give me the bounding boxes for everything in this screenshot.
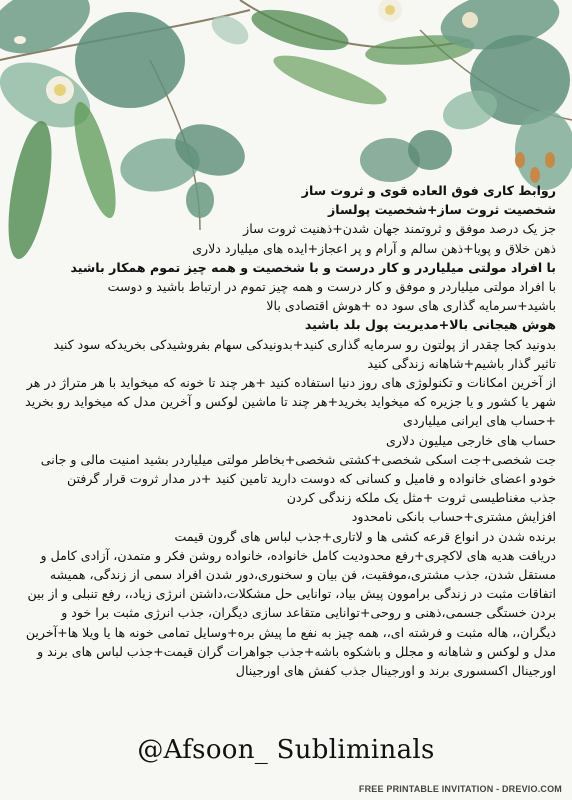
line-11: از آخرین امکانات و تکنولوژی های روز دنیا استفاده کنید +هر چند تا خونه که میخواید با هر متراژ در هر شهر یا کشور و یا جزیره که میخواید بخرید+هر چند تا ماشین لوکس و آخرین مدل که میخواید رو بخرید +حساب های ایرانی میلیاردی bbox=[25, 375, 556, 429]
line-12: حساب های خارجی میلیون دلاری bbox=[385, 432, 556, 448]
line-6: با افراد مولتی میلیاردر و موفق و کار درست و همه چیز تموم در ارتباط باشید و دوست bbox=[107, 279, 556, 295]
line-17: دریافت هدیه های لاکچری+رفع محدودیت کامل خانواده، خانواده روشن فکر و متمدن، آزادی کامل و مستقل شدن، جذب مشتری،موفقیت، فن بیان و سخنوری،دور شدن افراد سمی از زندگی، همیشه اتفاقات مثبت در زندگی براموون پیش بیاد، توانایی حل مشکلات،داشتن انرژی زیاد،، رفع تنبلی و از بین بردن خستگی جسمی،ذهنی و روحی+توانایی متقاعد سازی دیگران، جذب انرژی مثبت برا خود و دیگران،، هاله مثبت و فرشته ای،، همه چیز به نفع ما پیش بره+وسایل تمامی خونه ها یا ویلا ها+آخرین مدل و لوکس و شاهانه و مجلل و باشکوه باشه+جذب جواهرات گران قیمت+جذب لباس های برند و اورجینال اکسسوری برند و اورجینال جذب کفش های اورجینال bbox=[25, 547, 556, 679]
line-9: بدونید کجا چقدر از پولتون رو سرمایه گذاری کنید+بدونیدکی سهام بفروشیدکی بخریدکه سود کنید bbox=[53, 336, 556, 352]
line-5: با افراد مولتی میلیاردر و کار درست و با شخصیت و همه چیز تموم همکار باشید bbox=[70, 259, 556, 275]
line-7: باشید+سرمایه گذاری های سود ده +هوش اقتصادی بالا bbox=[266, 298, 556, 314]
line-3: جز یک درصد موفق و ثروتمند جهان شدن+ذهنیت ثروت ساز bbox=[243, 221, 556, 237]
line-15: افزایش مشتری+حساب بانکی نامحدود bbox=[351, 509, 556, 525]
line-14: جذب مغناطیسی ثروت +مثل یک ملکه زندگی کردن bbox=[286, 490, 556, 506]
line-4: ذهن خلاق و پویا+ذهن سالم و آرام و پر اعجاز+ایده های میلیارد دلاری bbox=[192, 240, 556, 256]
line-2: شخصیت ثروت ساز+شخصیت پولساز bbox=[328, 202, 556, 218]
channel-handle: @Afsoon_ Subliminals bbox=[137, 735, 435, 765]
subliminal-affirmations-text bbox=[14, 181, 556, 680]
footer-watermark: FREE PRINTABLE INVITATION - DREVIO.COM bbox=[358, 784, 562, 794]
line-13: جت شخصی+جت اسکی شخصی+کشتی شخصی+بخاطر مولتی میلیاردر بشید امنیت مالی و جانی خودو اعضای خانواده و فامیل و کسانی که دوست دارید تامین کنید +در مدار ثروت قرار گرفتن bbox=[40, 451, 556, 487]
line-10: تاثیر گذار باشیم+شاهانه زندگی کنید bbox=[367, 355, 556, 371]
line-8: هوش هیجانی بالا+مدیریت پول بلد باشید bbox=[304, 317, 556, 333]
line-16: برنده شدن در انواع قرعه کشی ها و لاتاری+جذب لباس های گرون قیمت bbox=[174, 528, 556, 544]
line-1: روابط کاری فوق العاده قوی و ثروت ساز bbox=[301, 183, 556, 198]
